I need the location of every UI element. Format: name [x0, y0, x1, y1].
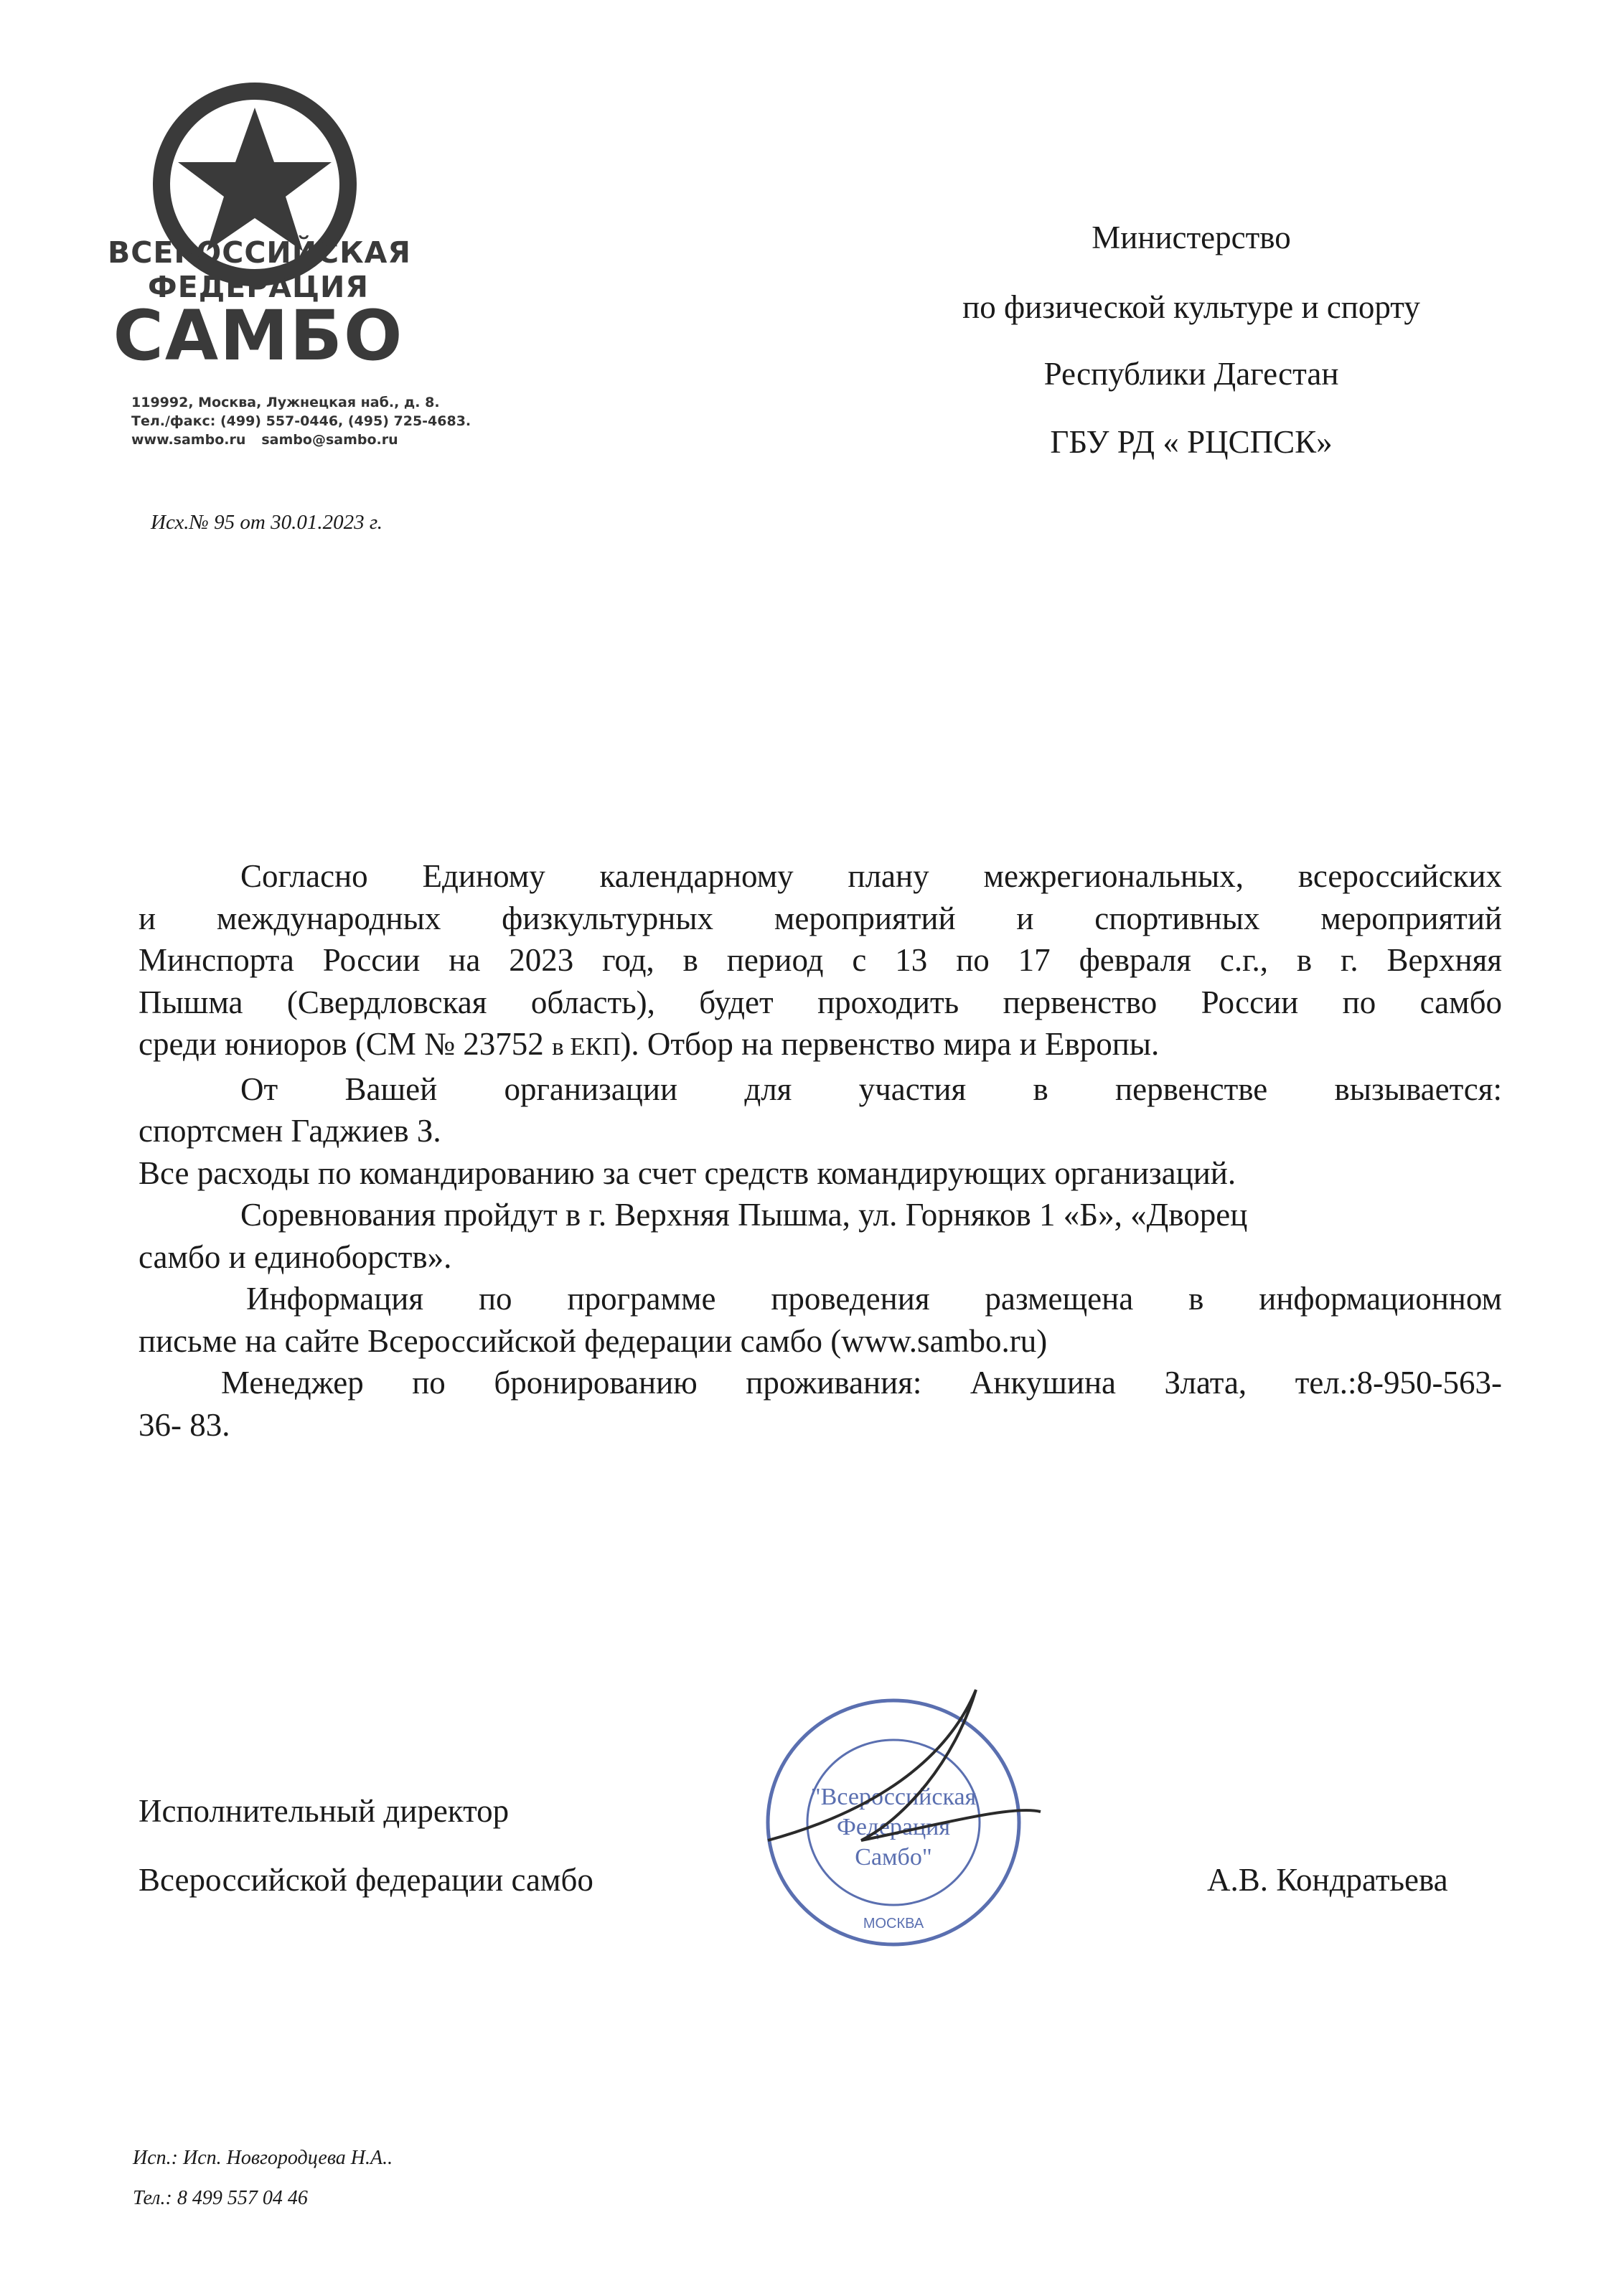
svg-text:Самбо": Самбо"	[855, 1844, 932, 1871]
body-p1-line2: и международных физкультурных мероприятий и спортивных мероприятий	[139, 900, 1502, 936]
body-p4-line2: самбо и единоборств».	[139, 1238, 452, 1275]
official-stamp	[739, 1668, 1048, 1970]
body-p1-line5-ekp: в ЕКП	[552, 1032, 621, 1060]
logo-text-line3: САМБО	[113, 296, 404, 376]
body-p4-line1: Соревнования пройдут в г. Верхняя Пышма, ул. Горняков 1 «Б», «Дворец	[240, 1197, 1248, 1233]
letter-body	[139, 855, 1502, 1446]
svg-text:МОСКВА: МОСКВА	[863, 1916, 924, 1932]
body-p6-line1: Менеджер по бронированию проживания: Анкушина Злата, тел.:8-950-563-	[221, 1365, 1502, 1401]
body-p5-line2: письме на сайте Всероссийской федерации самбо (www.sambo.ru)	[139, 1322, 1048, 1359]
logo-text-line2: ФЕДЕРАЦИЯ	[148, 270, 369, 304]
recipient-line-4: ГБУ РД « РЦСПСК»	[1050, 424, 1333, 460]
outgoing-number: Исх.№ 95 от 30.01.2023 г.	[151, 511, 383, 534]
body-p5-line1: Информация по программе проведения размещена в информационном	[246, 1281, 1502, 1317]
body-p1-line5	[139, 1023, 1502, 1068]
body-p1-line1: Согласно Единому календарному плану межрегиональных, всероссийских	[240, 858, 1502, 894]
signatory-name: А.В. Кондратьева	[1207, 1862, 1448, 1898]
executor-line: Исп.: Исп. Новгородцева Н.А..	[133, 2147, 393, 2169]
letterhead-address: 119992, Москва, Лужнецкая наб., д. 8.	[131, 395, 440, 410]
body-p2-line2: спортсмен Гаджиев З.	[139, 1113, 441, 1149]
letterhead-web-line	[131, 432, 398, 448]
body-p1-line4: Пышма (Свердловская область), будет проходить первенство России по самбо	[139, 984, 1502, 1020]
body-p3: Все расходы по командированию за счет средств командирующих организаций.	[139, 1154, 1236, 1191]
letterhead-email: sambo@sambo.ru	[261, 432, 398, 448]
letterhead-website: www.sambo.ru	[131, 432, 246, 448]
body-p1-line3: Минспорта России на 2023 год, в период с 13 по 17 февраля с.г., в г. Верхняя	[139, 942, 1502, 978]
logo-text-line1: ВСЕРОССИЙСКАЯ	[108, 235, 411, 270]
recipient-line-2: по физической культуре и спорту	[962, 289, 1420, 325]
signatory-title-line2: Всероссийской федерации самбо	[139, 1862, 593, 1898]
executor-phone: Тел.: 8 499 557 04 46	[133, 2187, 308, 2209]
body-p6-line2: 36- 83.	[139, 1406, 230, 1443]
svg-text:Федерация: Федерация	[836, 1814, 951, 1840]
recipient-line-3: Республики Дагестан	[1043, 356, 1339, 392]
body-p1-line5-a: среди юниоров (СМ № 23752	[139, 1026, 553, 1062]
recipient-line-1: Министерство	[1092, 220, 1291, 255]
body-p2-line1: От Вашей организации для участия в первенстве вызывается:	[240, 1071, 1502, 1107]
svg-text:"Всероссийская: "Всероссийская	[810, 1784, 977, 1810]
body-p1-line5-c: ). Отбор на первенство мира и Европы.	[620, 1026, 1160, 1062]
signatory-title-line1: Исполнительный директор	[139, 1793, 510, 1829]
letterhead-phone: Тел./факс: (499) 557-0446, (495) 725-4683.	[131, 413, 471, 429]
